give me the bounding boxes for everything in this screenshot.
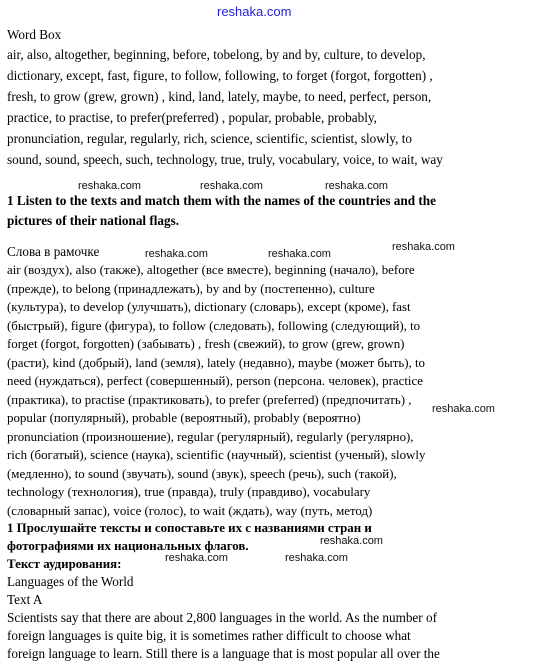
word-box-line: fresh, to grow (grew, grown) , kind, land, lately, maybe, to need, perfect, person,	[7, 89, 432, 104]
ru-box-line: (словарный запас), voice (голос), to wait (ждать), way (путь, метод)	[7, 504, 373, 518]
watermark: reshaka.com	[285, 552, 348, 564]
ru-box-line: (быстрый), figure (фигура), to follow (следовать), following (следующий), to	[7, 319, 421, 333]
ru-box-line: (прежде), to belong (принадлежать), by and by (постепенно), culture	[7, 282, 375, 296]
ru-box-line: popular (популярный), probable (вероятный), probably (вероятно)	[7, 411, 361, 425]
watermark: reshaka.com	[200, 180, 263, 192]
task-heading-line: 1 Listen to the texts and match them with the names of the countries and the	[7, 193, 436, 208]
watermark: reshaka.com	[78, 180, 141, 192]
text-label: Text A	[7, 592, 43, 607]
word-box-line: air, also, altogether, beginning, before, tobelong, by and by, culture, to develop,	[7, 47, 426, 62]
ru-box-line: technology (технология), true (правда), truly (правдиво), vocabulary	[7, 485, 371, 499]
ru-box-line: rich (богатый), science (наука), scientific (научный), scientist (ученый), slowly	[7, 448, 426, 462]
word-box-line: sound, sound, speech, such, technology, true, truly, vocabulary, voice, to wait, way	[7, 152, 443, 167]
listening-heading: Текст аудирования:	[7, 557, 122, 571]
watermark-top: reshaka.com	[217, 4, 292, 19]
ru-box-line: pronunciation (произношение), regular (регулярный), regularly (регулярно),	[7, 430, 414, 444]
ru-box-line: forget (forgot, forgotten) (забывать) , fresh (свежий), to grow (grew, grown)	[7, 337, 405, 351]
watermark: reshaka.com	[145, 248, 208, 260]
watermark: reshaka.com	[325, 180, 388, 192]
listening-text-line: Scientists say that there are about 2,800 languages in the world. As the number of	[7, 610, 437, 625]
word-box-line: dictionary, except, fast, figure, to follow, following, to forget (forgot, forgotten) ,	[7, 68, 433, 83]
ru-box-line: (практика), to practise (практиковать), to prefer (preferred) (предпочитать) ,	[7, 393, 412, 407]
watermark: reshaka.com	[320, 535, 383, 547]
word-box-line: pronunciation, regular, regularly, rich, science, scientific, scientist, slowly, to	[7, 131, 412, 146]
ru-box-line: air (воздух), also (также), altogether (все вместе), beginning (начало), before	[7, 263, 415, 277]
ru-box-line: (расти), kind (добрый), land (земля), lately (недавно), maybe (может быть), to	[7, 356, 425, 370]
listening-title: Languages of the World	[7, 574, 134, 589]
listening-text-line: foreign languages is quite big, it is sometimes rather difficult to choose what	[7, 628, 411, 643]
task-ru-heading-line: фотографиями их национальных флагов.	[7, 539, 249, 553]
listening-text-line: foreign language to learn. Still there is a language that is most popular all over the	[7, 646, 440, 661]
ru-box-title: Слова в рамочке	[7, 244, 100, 259]
task-heading-line: pictures of their national flags.	[7, 213, 180, 228]
watermark: reshaka.com	[268, 248, 331, 260]
word-box-line: practice, to practise, to prefer(preferred) , popular, probable, probably,	[7, 110, 377, 125]
watermark: reshaka.com	[165, 552, 228, 564]
ru-box-line: need (нуждаться), perfect (совершенный), person (персона. человек), practice	[7, 374, 423, 388]
word-box-title: Word Box	[7, 27, 62, 42]
ru-box-line: (культура), to develop (улучшать), dictionary (словарь), except (кроме), fast	[7, 300, 411, 314]
watermark: reshaka.com	[392, 241, 455, 253]
ru-box-line: (медленно), to sound (звучать), sound (звук), speech (речь), such (такой),	[7, 467, 397, 481]
task-ru-heading-line: 1 Прослушайте тексты и сопоставьте их с названиями стран и	[7, 521, 372, 535]
watermark: reshaka.com	[432, 403, 495, 415]
